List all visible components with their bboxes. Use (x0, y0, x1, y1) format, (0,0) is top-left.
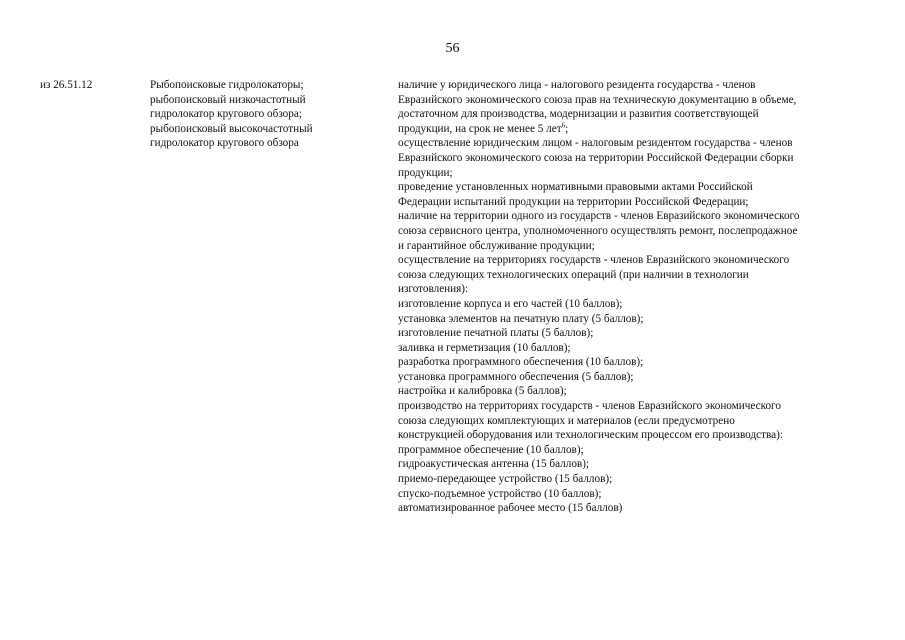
requirement-line: производство на территориях государств - членов Евразийского экономического (398, 400, 781, 413)
product-name-line: Рыбопоисковые гидролокаторы; (150, 79, 304, 91)
requirement-line: заливка и герметизация (10 баллов); (398, 341, 571, 354)
requirement-line: наличие у юридического лица - налогового резидента государства - членов (398, 79, 756, 91)
requirement-line: проведение установленных нормативными правовыми актами Российской (398, 181, 753, 194)
requirement-line: конструкцией оборудования или технологическим процессом его производства): (398, 429, 783, 442)
page-number: 56 (445, 41, 460, 56)
requirement-line: установка программного обеспечения (5 баллов); (398, 370, 634, 383)
requirement-line: гидроакустическая антенна (15 баллов); (398, 458, 590, 471)
requirement-line: спуско-подъемное устройство (10 баллов); (398, 487, 602, 500)
requirement-line: Федерации испытаний продукции на территории Российской Федерации; (398, 195, 749, 208)
product-name-line: гидролокатор кругового обзора (150, 137, 299, 150)
requirement-line: союза сервисного центра, уполномоченного осуществлять ремонт, послепродажное (398, 224, 798, 237)
requirement-line-with-footnote (398, 122, 878, 137)
requirement-line: наличие на территории одного из государств - членов Евразийского экономического (398, 210, 800, 223)
requirement-line: осуществление юридическим лицом - налоговым резидентом государства - членов (398, 137, 793, 150)
requirement-line: продукции; (398, 166, 453, 179)
requirement-line: союза следующих технологических операций (при наличии в технологии (398, 268, 749, 281)
product-code: из 26.51.12 (40, 79, 93, 91)
requirement-line: приемо-передающее устройство (15 баллов); (398, 473, 613, 486)
requirement-line: Евразийского экономического союза прав на техническую документацию в объеме, (398, 93, 797, 106)
requirement-line: программное обеспечение (10 баллов); (398, 443, 584, 456)
requirement-line: изготовления): (398, 283, 469, 296)
requirement-line: изготовление печатной платы (5 баллов); (398, 327, 594, 340)
requirement-line: осуществление на территориях государств - членов Евразийского экономического (398, 254, 790, 267)
product-name-line: рыбопоисковый низкочастотный (150, 93, 306, 106)
requirement-line: автоматизированное рабочее место (15 баллов) (398, 502, 623, 515)
requirement-line: установка элементов на печатную плату (5 баллов); (398, 312, 644, 325)
requirement-line: Евразийского экономического союза на территории Российской Федерации сборки (398, 151, 794, 164)
product-name-line: гидролокатор кругового обзора; (150, 108, 302, 121)
footnote-suffix: ; (565, 122, 569, 135)
requirement-line: изготовление корпуса и его частей (10 баллов); (398, 297, 623, 310)
requirement-line: разработка программного обеспечения (10 баллов); (398, 356, 644, 369)
footnote-marker: 6 (561, 121, 566, 130)
requirement-line: настройка и калибровка (5 баллов); (398, 385, 567, 398)
requirement-line-text: продукции, на срок не менее 5 лет (398, 122, 562, 135)
requirement-line: и гарантийное обслуживание продукции; (398, 239, 595, 252)
requirement-line: достаточном для производства, модернизации и развития соответствующей (398, 108, 759, 121)
product-name-line: рыбопоисковый высокочастотный (150, 122, 313, 135)
requirement-line: союза следующих комплектующих и материалов (если предусмотрено (398, 414, 735, 427)
product-name (150, 78, 380, 151)
requirements-text (398, 78, 878, 516)
